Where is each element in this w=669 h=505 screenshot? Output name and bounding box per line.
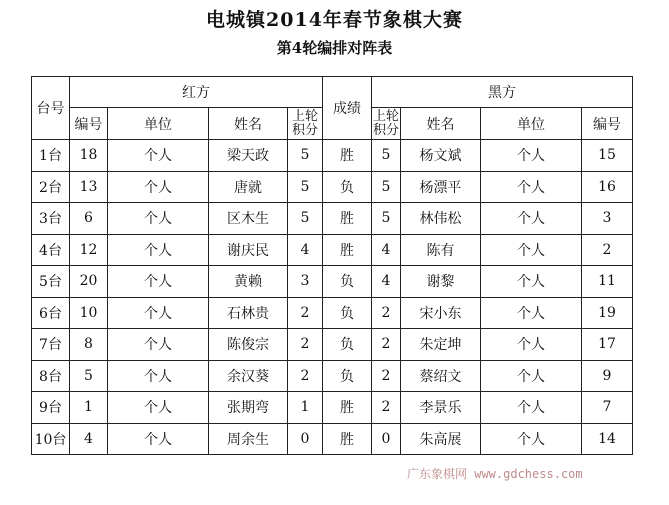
black-prev-score-cell: 5 <box>372 203 401 235</box>
table-number-cell: 3台 <box>32 203 70 235</box>
footer-watermark: 广东象棋网 www.gdchess.com <box>407 467 583 481</box>
black-prev-score-cell: 4 <box>372 266 401 298</box>
result-cell: 负 <box>323 171 372 203</box>
header-red-number: 编号 <box>70 108 108 140</box>
black-number-cell: 19 <box>582 297 633 329</box>
red-name-cell: 余汉葵 <box>209 360 288 392</box>
black-unit-cell: 个人 <box>481 140 582 172</box>
black-unit-cell: 个人 <box>481 203 582 235</box>
black-prev-score-cell: 2 <box>372 329 401 361</box>
black-unit-cell: 个人 <box>481 329 582 361</box>
black-number-cell: 15 <box>582 140 633 172</box>
black-name-cell: 蔡绍文 <box>401 360 481 392</box>
black-number-cell: 14 <box>582 423 633 455</box>
header-black-side: 黑方 <box>372 77 633 108</box>
black-unit-cell: 个人 <box>481 423 582 455</box>
black-number-cell: 9 <box>582 360 633 392</box>
result-cell: 胜 <box>323 392 372 424</box>
table-number-cell: 9台 <box>32 392 70 424</box>
page-subtitle: 第4轮编排对阵表 <box>276 39 393 57</box>
red-name-cell: 黄赖 <box>209 266 288 298</box>
page-title: 电城镇2014年春节象棋大赛 <box>206 9 463 31</box>
black-name-cell: 谢黎 <box>401 266 481 298</box>
table-row <box>32 234 633 266</box>
red-unit-cell: 个人 <box>108 234 209 266</box>
black-unit-cell: 个人 <box>481 297 582 329</box>
header-black-unit: 单位 <box>481 108 582 140</box>
red-unit-cell: 个人 <box>108 266 209 298</box>
red-number-cell: 1 <box>70 392 108 424</box>
header-prev-score-top: 上轮 <box>291 108 318 124</box>
red-number-cell: 10 <box>70 297 108 329</box>
black-number-cell: 2 <box>582 234 633 266</box>
table-number-cell: 4台 <box>32 234 70 266</box>
table-row <box>32 360 633 392</box>
black-number-cell: 3 <box>582 203 633 235</box>
black-prev-score-cell: 2 <box>372 297 401 329</box>
red-unit-cell: 个人 <box>108 171 209 203</box>
red-number-cell: 13 <box>70 171 108 203</box>
table-number-cell: 2台 <box>32 171 70 203</box>
red-unit-cell: 个人 <box>108 392 209 424</box>
table-number-cell: 5台 <box>32 266 70 298</box>
red-unit-cell: 个人 <box>108 140 209 172</box>
table-number-cell: 7台 <box>32 329 70 361</box>
black-name-cell: 林伟松 <box>401 203 481 235</box>
red-name-cell: 区木生 <box>209 203 288 235</box>
header-black-name: 姓名 <box>401 108 481 140</box>
black-prev-score-cell: 5 <box>372 140 401 172</box>
red-name-cell: 唐就 <box>209 171 288 203</box>
table-row <box>32 329 633 361</box>
table-number-cell: 6台 <box>32 297 70 329</box>
red-number-cell: 5 <box>70 360 108 392</box>
black-unit-cell: 个人 <box>481 266 582 298</box>
table-row <box>32 140 633 172</box>
black-unit-cell: 个人 <box>481 171 582 203</box>
header-red-unit: 单位 <box>108 108 209 140</box>
result-cell: 负 <box>323 329 372 361</box>
result-cell: 负 <box>323 297 372 329</box>
table-row <box>32 203 633 235</box>
table-row <box>32 423 633 455</box>
red-name-cell: 陈俊宗 <box>209 329 288 361</box>
black-unit-cell: 个人 <box>481 392 582 424</box>
red-prev-score-cell: 5 <box>288 203 323 235</box>
black-number-cell: 11 <box>582 266 633 298</box>
header-prev-score-bottom: 积分 <box>291 122 318 138</box>
black-prev-score-cell: 0 <box>372 423 401 455</box>
table-row <box>32 171 633 203</box>
table-number-cell: 1台 <box>32 140 70 172</box>
header-prev-score-bottom: 积分 <box>372 122 399 138</box>
table-row <box>32 297 633 329</box>
result-cell: 负 <box>323 360 372 392</box>
red-prev-score-cell: 3 <box>288 266 323 298</box>
result-cell: 胜 <box>323 140 372 172</box>
header-black-number: 编号 <box>582 108 633 140</box>
table-row <box>32 392 633 424</box>
red-name-cell: 谢庆民 <box>209 234 288 266</box>
red-number-cell: 18 <box>70 140 108 172</box>
red-unit-cell: 个人 <box>108 423 209 455</box>
red-name-cell: 梁天政 <box>209 140 288 172</box>
red-number-cell: 6 <box>70 203 108 235</box>
black-name-cell: 杨文斌 <box>401 140 481 172</box>
red-prev-score-cell: 1 <box>288 392 323 424</box>
red-number-cell: 8 <box>70 329 108 361</box>
red-name-cell: 张期弯 <box>209 392 288 424</box>
result-cell: 负 <box>323 266 372 298</box>
black-prev-score-cell: 4 <box>372 234 401 266</box>
red-prev-score-cell: 2 <box>288 329 323 361</box>
red-prev-score-cell: 2 <box>288 297 323 329</box>
red-name-cell: 周余生 <box>209 423 288 455</box>
black-name-cell: 陈有 <box>401 234 481 266</box>
black-prev-score-cell: 2 <box>372 392 401 424</box>
red-unit-cell: 个人 <box>108 203 209 235</box>
red-prev-score-cell: 4 <box>288 234 323 266</box>
header-black-prev-score <box>372 108 401 140</box>
result-cell: 胜 <box>323 203 372 235</box>
red-number-cell: 12 <box>70 234 108 266</box>
header-red-side: 红方 <box>70 77 323 108</box>
red-prev-score-cell: 5 <box>288 171 323 203</box>
black-name-cell: 朱高展 <box>401 423 481 455</box>
red-unit-cell: 个人 <box>108 360 209 392</box>
header-prev-score-top: 上轮 <box>372 108 399 124</box>
red-unit-cell: 个人 <box>108 329 209 361</box>
table-row <box>32 266 633 298</box>
red-unit-cell: 个人 <box>108 297 209 329</box>
table-number-cell: 10台 <box>32 423 70 455</box>
header-red-name: 姓名 <box>209 108 288 140</box>
result-cell: 胜 <box>323 234 372 266</box>
black-name-cell: 杨漂平 <box>401 171 481 203</box>
pairing-table <box>31 76 633 455</box>
header-row-top <box>32 77 633 108</box>
result-cell: 胜 <box>323 423 372 455</box>
red-name-cell: 石林贵 <box>209 297 288 329</box>
header-table-no: 台号 <box>32 77 70 140</box>
black-number-cell: 17 <box>582 329 633 361</box>
black-prev-score-cell: 5 <box>372 171 401 203</box>
red-number-cell: 4 <box>70 423 108 455</box>
black-unit-cell: 个人 <box>481 234 582 266</box>
black-name-cell: 朱定坤 <box>401 329 481 361</box>
red-prev-score-cell: 5 <box>288 140 323 172</box>
red-number-cell: 20 <box>70 266 108 298</box>
header-red-prev-score <box>288 108 323 140</box>
black-number-cell: 16 <box>582 171 633 203</box>
table-number-cell: 8台 <box>32 360 70 392</box>
black-prev-score-cell: 2 <box>372 360 401 392</box>
black-unit-cell: 个人 <box>481 360 582 392</box>
black-number-cell: 7 <box>582 392 633 424</box>
red-prev-score-cell: 2 <box>288 360 323 392</box>
header-result: 成绩 <box>323 77 372 140</box>
black-name-cell: 李景乐 <box>401 392 481 424</box>
red-prev-score-cell: 0 <box>288 423 323 455</box>
black-name-cell: 宋小东 <box>401 297 481 329</box>
